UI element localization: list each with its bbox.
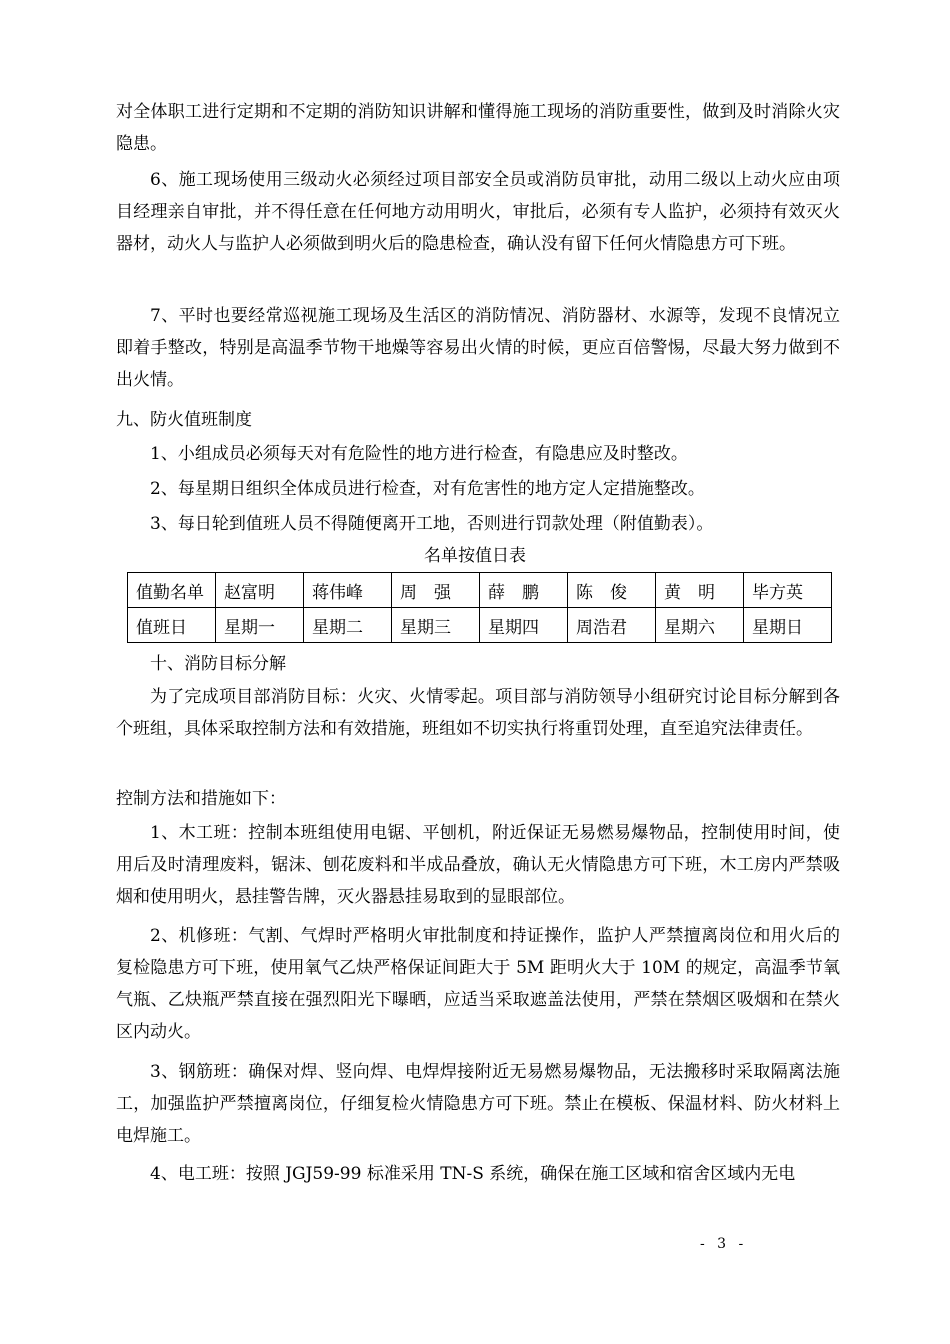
section-9-item-1: 1、小组成员必须每天对有危险性的地方进行检查，有隐患应及时整改。 xyxy=(150,444,688,464)
table-cell: 值勤名单 xyxy=(128,573,216,608)
table-row xyxy=(128,573,832,608)
table-cell: 赵富明 xyxy=(216,573,304,608)
section-9-item-2: 2、每星期日组织全体成员进行检查，对有危害性的地方定人定措施整改。 xyxy=(150,479,705,499)
page-number: - 3 - xyxy=(700,1236,748,1252)
duty-table-caption: 名单按值日表 xyxy=(424,546,526,566)
section-10-item-1: 1、木工班：控制本班组使用电锯、平刨机，附近保证无易燃易爆物品，控制使用时间，使用后及时清理废料，锯沫、刨花废料和半成品叠放，确认无火情隐患方可下班，木工房内严禁吸烟和使用明火，悬挂警告牌，灭火器悬挂易取到的显眼部位。 xyxy=(116,823,840,907)
table-cell: 周 强 xyxy=(392,573,480,608)
control-methods-title: 控制方法和措施如下： xyxy=(116,789,286,809)
section-10-item-4: 4、电工班：按照 JGJ59-99 标准采用 TN-S 系统，确保在施工区域和宿舍区域内无电 xyxy=(150,1164,796,1184)
paragraph-item-6: 6、施工现场使用三级动火必须经过项目部安全员或消防员审批，动用二级以上动火应由项目经理亲自审批，并不得任意在任何地方动用明火，审批后，必须有专人监护，必须持有效灭火器材，动火人与监护人必须做到明火后的隐患检查，确认没有留下任何火情隐患方可下班。 xyxy=(116,170,840,254)
section-10-title: 十、消防目标分解 xyxy=(150,654,286,674)
table-cell: 黄 明 xyxy=(656,573,744,608)
duty-table xyxy=(127,572,832,643)
table-row xyxy=(128,608,832,643)
table-cell: 周浩君 xyxy=(568,608,656,643)
table-cell: 星期一 xyxy=(216,608,304,643)
table-cell: 星期二 xyxy=(304,608,392,643)
section-10-intro: 为了完成项目部消防目标：火灾、火情零起。项目部与消防领导小组研究讨论目标分解到各个班组，具体采取控制方法和有效措施，班组如不切实执行将重罚处理，直至追究法律责任。 xyxy=(116,687,840,739)
paragraph-fire-education: 对全体职工进行定期和不定期的消防知识讲解和懂得施工现场的消防重要性，做到及时消除火灾隐患。 xyxy=(116,102,840,154)
table-cell: 蒋伟峰 xyxy=(304,573,392,608)
table-cell: 星期三 xyxy=(392,608,480,643)
table-cell: 薛 鹏 xyxy=(480,573,568,608)
section-9-title: 九、防火值班制度 xyxy=(116,410,252,430)
table-cell: 星期四 xyxy=(480,608,568,643)
table-cell: 星期日 xyxy=(744,608,832,643)
section-10-item-2: 2、机修班：气割、气焊时严格明火审批制度和持证操作，监护人严禁擅离岗位和用火后的复检隐患方可下班，使用氧气乙炔严格保证间距大于 5M 距明火大于 10M 的规定，高温季节氧气瓶、乙炔瓶严禁直接在强烈阳光下曝晒，应适当采取遮盖法使用，严禁在禁烟区吸烟和在禁火区内动火。 xyxy=(116,926,840,1042)
table-cell: 陈 俊 xyxy=(568,573,656,608)
section-9-item-3: 3、每日轮到值班人员不得随便离开工地，否则进行罚款处理（附值勤表）。 xyxy=(150,514,714,534)
table-cell: 星期六 xyxy=(656,608,744,643)
paragraph-item-7: 7、平时也要经常巡视施工现场及生活区的消防情况、消防器材、水源等，发现不良情况立即着手整改，特别是高温季节物干地燥等容易出火情的时候，更应百倍警惕，尽最大努力做到不出火情。 xyxy=(116,306,840,390)
table-cell: 值班日 xyxy=(128,608,216,643)
section-10-item-3: 3、钢筋班：确保对焊、竖向焊、电焊焊接附近无易燃易爆物品，无法搬移时采取隔离法施工，加强监护严禁擅离岗位，仔细复检火情隐患方可下班。禁止在模板、保温材料、防火材料上电焊施工。 xyxy=(116,1062,840,1146)
table-cell: 毕方英 xyxy=(744,573,832,608)
